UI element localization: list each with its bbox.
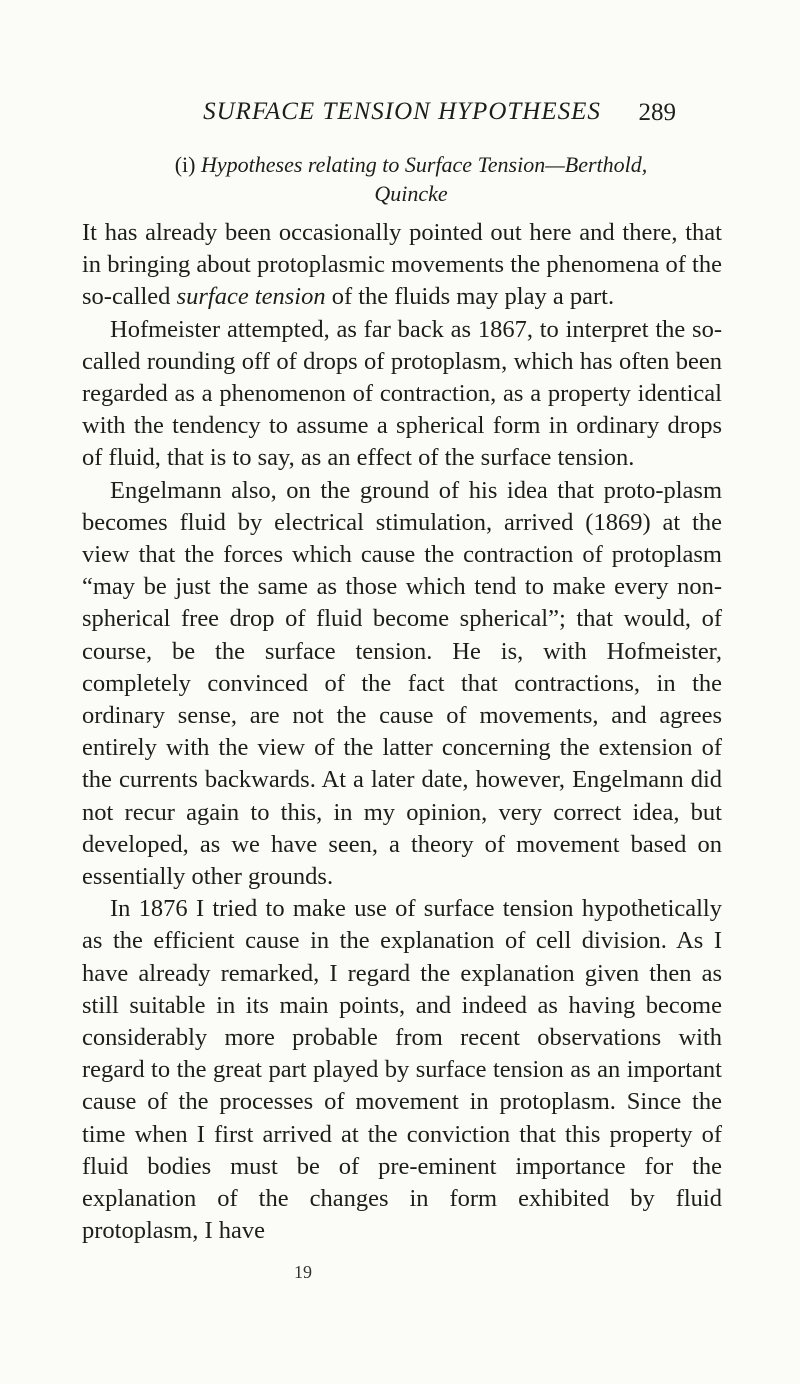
paragraph-1-after: of the fluids may play a part. — [325, 283, 615, 311]
section-title-line1: Hypotheses relating to Surface Tension—Berthold, — [200, 152, 648, 177]
page-number: 289 — [638, 99, 676, 126]
paragraph-4: In 1876 I tried to make use of surface tension hypothetically as the efficient cause in the explanation of cell division. As I have already remarked, I regard the explanation given then as still suitable in its main points, and indeed as having become considerably more probable from recent observations with regard to the great part played by surface tension as an important cause of the processes of movement in protoplasm. Since the time when I first arrived at the conviction that this property of fluid bodies must be of pre-eminent importance for the explanation of the changes in form exhibited by fluid protoplasm, I have — [82, 895, 722, 1245]
body-text — [82, 217, 722, 1248]
section-title-line2: Quincke — [374, 181, 448, 206]
paragraph-1 — [82, 217, 722, 314]
running-head: SURFACE TENSION HYPOTHESES — [203, 98, 601, 125]
signature-mark: 19 — [294, 1262, 312, 1282]
paragraph-2: Hofmeister attempted, as far back as 1867, to interpret the so-called rounding off of drops of protoplasm, which has often been regarded as a phenomenon of contraction, as a property identical with the tendency to assume a spherical form in ordinary drops of fluid, that is to say, as an effect of the surface tension. — [82, 315, 722, 472]
paragraph-3: Engelmann also, on the ground of his idea that proto-plasm becomes fluid by electrical stimulation, arrived (1869) at the view that the forces which cause the contraction of protoplasm “may be just the same as those which tend to make every non-spherical free drop of fluid become spherical”; that would, of course, be the surface tension. He is, with Hofmeister, completely convinced of the fact that contractions, in the ordinary sense, are not the cause of movements, and agrees entirely with the view of the latter concerning the extension of the currents backwards. At a later date, however, Engelmann did not recur again to this, in my opinion, very correct idea, but developed, as we have seen, a theory of movement based on essentially other grounds. — [82, 476, 722, 891]
section-number: (i) — [174, 152, 196, 177]
section-heading — [118, 150, 704, 208]
paragraph-1-emphasis: surface tension — [176, 283, 326, 311]
paragraph-1-before: It has already been occasionally pointed out here and there, that in bringing about protoplasmic movements the phenomena of the so-called — [82, 219, 722, 311]
